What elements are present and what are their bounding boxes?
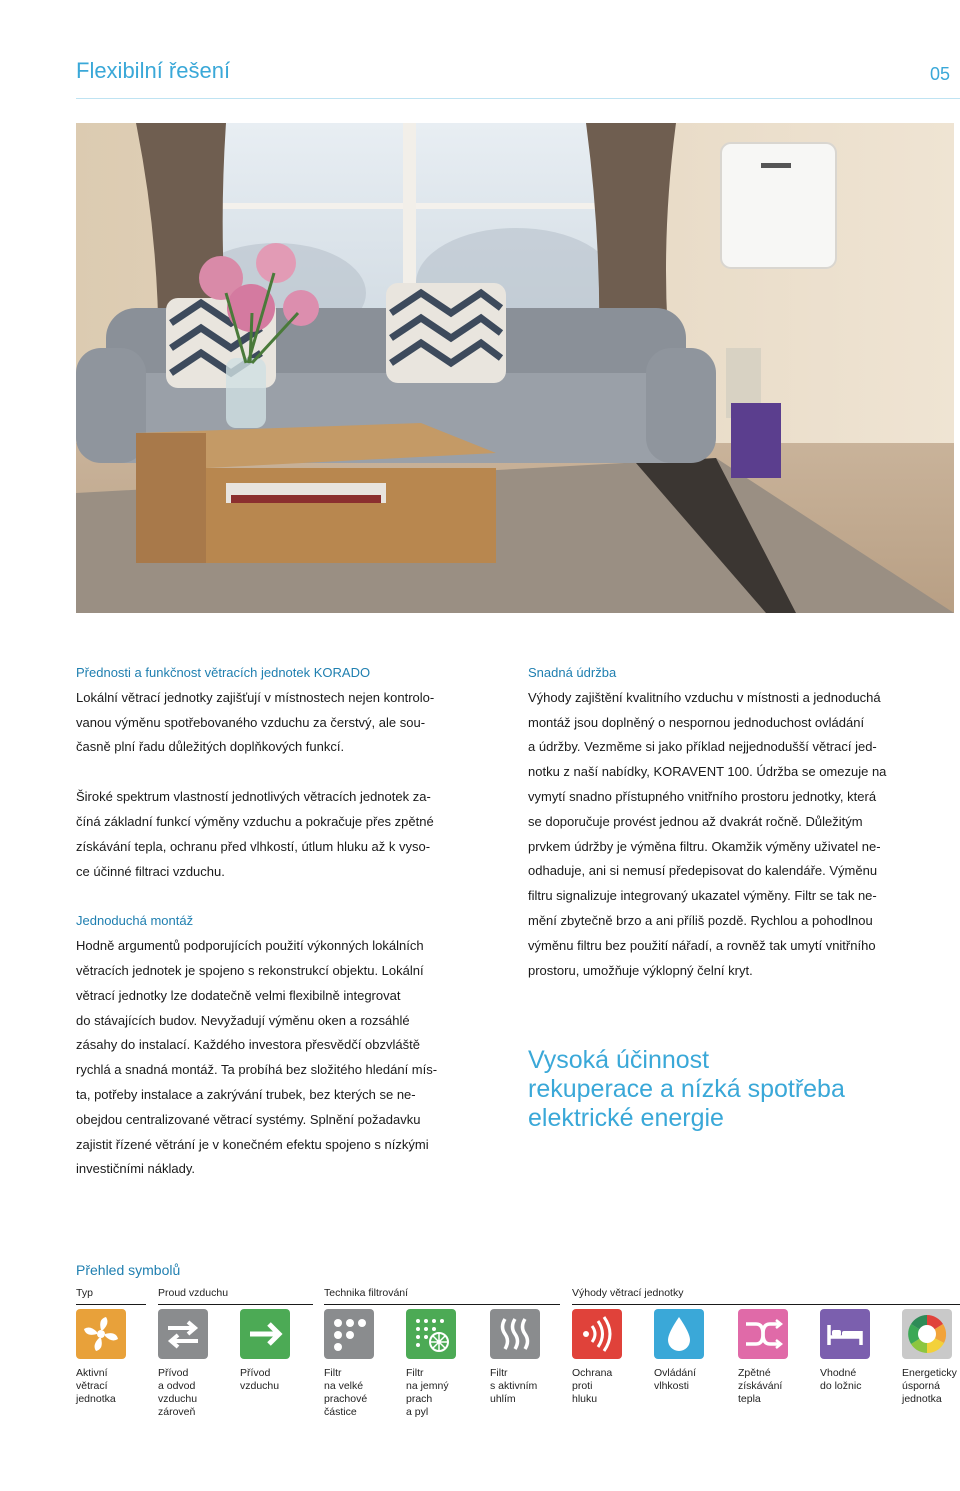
paragraph-line: Hodně argumentů podporujících použití výkonných lokálních <box>76 938 424 954</box>
symbol-label: Vhodné do ložnic <box>820 1367 862 1392</box>
paragraph-line: se doporučuje provést jednou až dvakrát ročně. Důležitým <box>528 813 863 829</box>
symbol-label: Filtr na jemný prach a pyl <box>406 1367 449 1418</box>
energy-efficiency-icon <box>902 1309 952 1359</box>
section-title-installation: Jednoduchá montáž <box>76 913 194 929</box>
paragraph-line: ce účinné filtraci vzduchu. <box>76 863 225 879</box>
sound-waves-icon <box>572 1309 622 1359</box>
highlight-line: rekuperace a nízká spotřeba <box>528 1075 845 1103</box>
paragraph-line: notku z naší nabídky, KORAVENT 100. Údržba se omezuje na <box>528 764 887 780</box>
page-number: 05 <box>930 64 951 84</box>
symbol-label: Přívod a odvod vzduchu zároveň <box>158 1367 198 1418</box>
paragraph-line: prvkem údržby je výměna filtru. Okamžik výměny uživatel ne- <box>528 838 881 854</box>
section-title-advantages: Přednosti a funkčnost větracích jednotek KORADO <box>76 665 371 680</box>
paragraph-line: zásahy do instalací. Každého investora přesvědčí obzvláště <box>76 1037 420 1053</box>
left-column <box>76 661 486 1182</box>
water-drop-icon <box>654 1309 704 1359</box>
category-filtration: Technika filtrování <box>324 1287 409 1299</box>
highlight-line: Vysoká účinnost <box>528 1046 710 1074</box>
paragraph-line: obejdou centralizované větrací systémy. Splnění požadavku <box>76 1111 421 1127</box>
carbon-filter-icon <box>490 1309 540 1359</box>
symbol-label: Filtr s aktivním uhlím <box>490 1367 538 1405</box>
symbol-label: Energeticky úsporná jednotka <box>902 1367 957 1405</box>
symbol-icons-row <box>0 1309 960 1359</box>
symbol-label: Přívod vzduchu <box>240 1367 280 1392</box>
coarse-filter-icon <box>324 1309 374 1359</box>
arrow-right-icon <box>240 1309 290 1359</box>
paragraph-line: Lokální větrací jednotky zajišťují v místnostech nejen kontrolo- <box>76 689 435 705</box>
fan-icon <box>76 1309 126 1359</box>
paragraph-line: výměnu filtru bez použití nářadí, a rovněž tak umytí vnitřního <box>528 937 876 953</box>
paragraph-line: montáž jsou doplněný o nespornou jednoduchost ovládání <box>528 714 865 730</box>
fine-filter-icon <box>406 1309 456 1359</box>
category-divider <box>76 1304 146 1305</box>
paragraph-line: ta, potřeby instalace a zakrývání trubek, bez kterých se ne- <box>76 1086 416 1102</box>
header-divider <box>76 98 960 99</box>
paragraph-line: Široké spektrum vlastností jednotlivých větracích jednotek za- <box>76 789 431 805</box>
paragraph-line: vanou výměnu spotřebovaného vzduchu za čerstvý, ale sou- <box>76 714 426 730</box>
category-divider <box>324 1304 560 1305</box>
paragraph-line: časně plní řadu důležitých doplňkových funkcí. <box>76 739 345 755</box>
category-divider <box>158 1304 313 1305</box>
paragraph-line: filtru signalizuje integrovaný ukazatel výměny. Filtr se tak ne- <box>528 888 877 904</box>
highlight-heading <box>528 1046 948 1133</box>
paragraph-line: investičními náklady. <box>76 1161 195 1177</box>
symbol-label: Filtr na velké prachové částice <box>324 1367 368 1418</box>
category-benefits: Výhody větrací jednotky <box>572 1287 684 1299</box>
paragraph-line: vymytí snadno přístupného vnitřního prostoru jednotky, která <box>528 788 877 804</box>
paragraph-line: odhaduje, ani si nemusí předepisovat do kalendáře. Výměnu <box>528 863 878 879</box>
paragraph-line: větrací jednotky lze dodatečně velmi flexibilně integrovat <box>76 987 401 1003</box>
paragraph-line: rychlá a snadná montáž. Ta probíhá bez složitého hledání mís- <box>76 1062 438 1078</box>
symbol-label: Aktivní větrací jednotka <box>76 1367 116 1405</box>
highlight-line: elektrické energie <box>528 1104 724 1132</box>
paragraph-line: číná základní funkcí výměny vzduchu a pokračuje přes zpětné <box>76 813 434 829</box>
paragraph-line: mění zbytečně brzo a ani příliš pozdě. Rychlou a pohodlnou <box>528 912 873 928</box>
paragraph-line: Výhody zajištění kvalitního vzduchu v místnosti a jednoduchá <box>528 689 881 705</box>
interior-photo <box>76 123 954 613</box>
bidirectional-arrows-icon <box>158 1309 208 1359</box>
category-type: Typ <box>76 1287 93 1299</box>
symbols-title: Přehled symbolů <box>76 1262 181 1278</box>
right-column <box>528 661 948 983</box>
symbol-label: Ochrana proti hluku <box>572 1367 613 1405</box>
category-airflow: Proud vzduchu <box>158 1287 229 1299</box>
paragraph-line: větracích jednotek je spojeno s rekonstrukcí objektu. Lokální <box>76 962 424 978</box>
section-title-maintenance: Snadná údržba <box>528 665 617 680</box>
category-divider <box>572 1304 960 1305</box>
paragraph-line: zajistit řízené větrání je v konečném efektu spojeno s nízkými <box>76 1136 429 1152</box>
page-title: Flexibilní řešení <box>76 58 231 83</box>
paragraph-line: získávání tepla, ochranu před vlhkostí, útlum hluku až k vyso- <box>76 838 431 854</box>
paragraph-line: do stávajících budov. Nevyžadují výměnu oken a rozsáhlé <box>76 1012 410 1028</box>
heat-recovery-icon <box>738 1309 788 1359</box>
paragraph-line: a údržby. Vezměme si jako příklad nejjednodušší větrací jed- <box>528 739 877 755</box>
symbol-label: Zpětné získávání tepla <box>738 1367 783 1405</box>
bed-icon <box>820 1309 870 1359</box>
symbol-label: Ovládání vlhkosti <box>654 1367 697 1392</box>
paragraph-line: prostoru, umožňuje výklopný čelní kryt. <box>528 962 753 978</box>
